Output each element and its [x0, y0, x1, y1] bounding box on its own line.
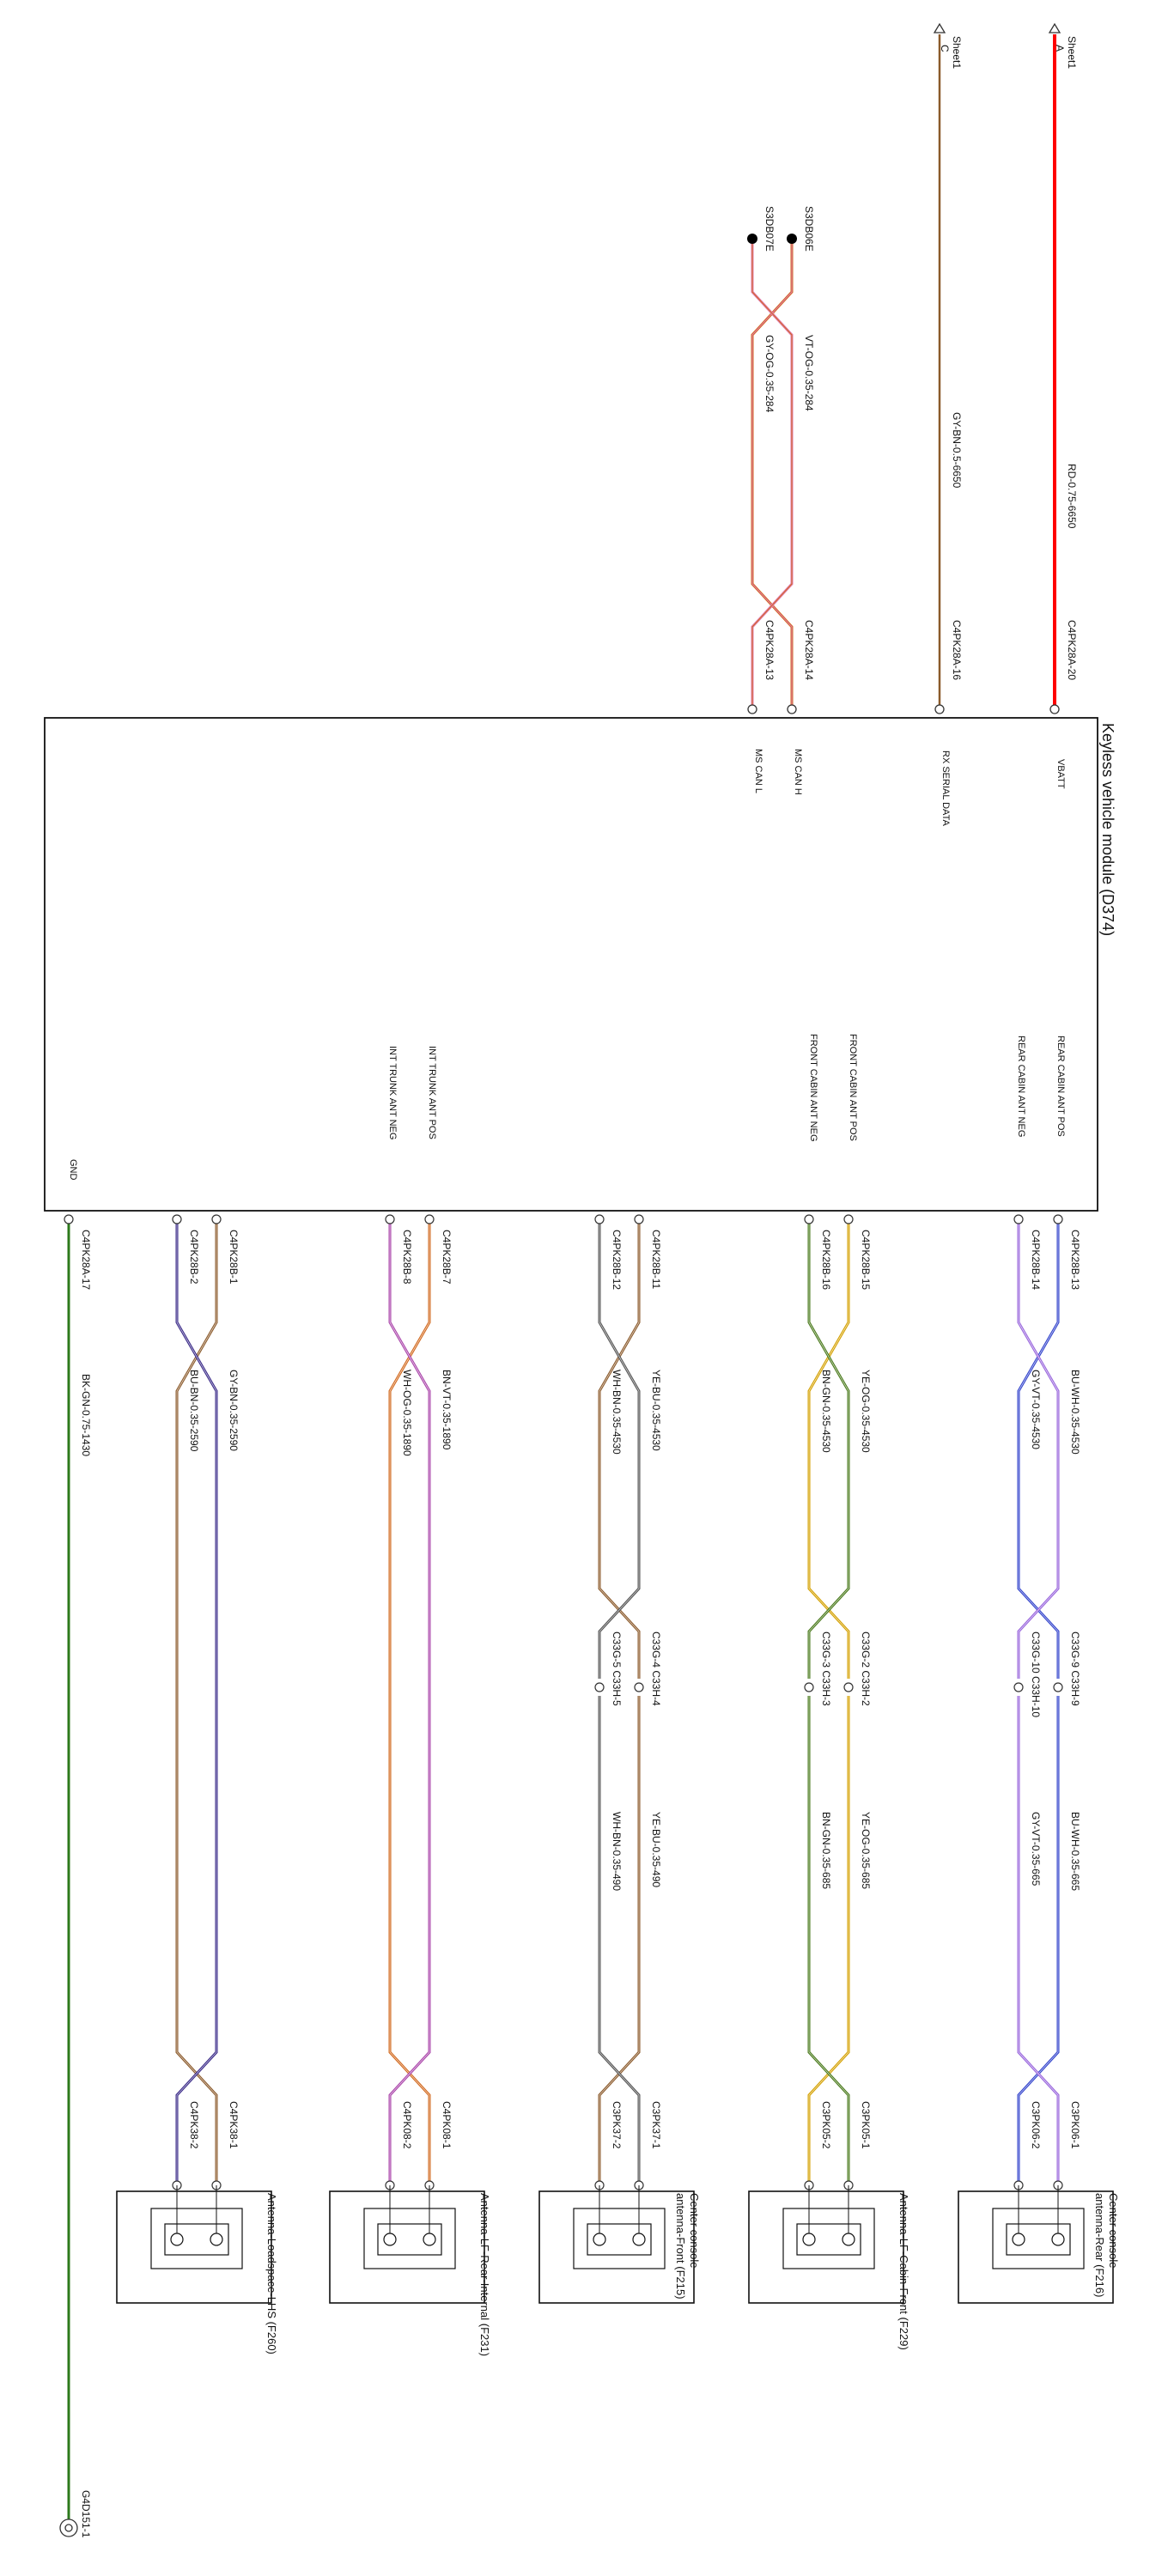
pin-label: C4PK28A-14 [803, 620, 815, 681]
antenna-title: Center console [1107, 2193, 1120, 2269]
wire-spec-label: WH-BN-0.35-4530 [611, 1370, 623, 1455]
lower-wires [64, 1215, 1062, 2519]
wire-pos[interactable] [390, 1219, 429, 2185]
pin-label: C4PK28B-7 [441, 1230, 453, 1285]
wire-pos-stripe [177, 1219, 216, 2185]
antenna-pin-label: C4PK38-2 [188, 2101, 200, 2149]
ground-pin-label: G4D151-1 [80, 2490, 92, 2538]
wire-spec-label: GY-BN-0.5-6650 [951, 412, 963, 489]
inline-label: C33G-2 C33H-2 [860, 1631, 872, 1706]
wire-spec-label: YE-OG-0.35-4530 [860, 1370, 872, 1453]
keyless-vehicle-module[interactable] [45, 718, 1098, 1211]
module-pin-terminal[interactable] [212, 1215, 221, 1224]
pin-label: C4PK28B-14 [1030, 1230, 1042, 1291]
pin-label: C4PK28B-15 [860, 1230, 872, 1291]
pin-label: C4PK28B-1 [228, 1230, 240, 1285]
offsheet-c-letter: C [939, 45, 951, 52]
antenna-subtitle: antenna-Rear (F216) [1093, 2193, 1106, 2298]
antenna-components [117, 2185, 1120, 2356]
signal-vbatt: VBATT [1055, 759, 1066, 789]
wire-spec-label: RD-0.75-6650 [1066, 464, 1078, 529]
signal-int-trunk-ant-neg: INT TRUNK ANT NEG [387, 1046, 398, 1140]
module-pin-terminal[interactable] [386, 1215, 394, 1224]
module-pin-terminal[interactable] [1014, 1215, 1023, 1224]
signal-int-trunk-ant-pos: INT TRUNK ANT POS [427, 1046, 437, 1139]
inline-connector[interactable] [844, 1683, 853, 1692]
wire-spec-label: GY-BN-0.35-2590 [228, 1370, 240, 1451]
splice-dot-s3db07e [747, 234, 757, 244]
wire-spec-label: BN-GN-0.35-4530 [820, 1370, 832, 1453]
module-pin-terminal[interactable] [64, 1215, 73, 1224]
module-pin-terminal[interactable] [635, 1215, 643, 1224]
inline-label: C33G-3 C33H-3 [820, 1631, 832, 1706]
inline-connector[interactable] [1014, 1683, 1023, 1692]
module-title: Keyless vehicle module (D374) [1099, 723, 1116, 937]
antenna-title: Antenna-LF-Cabin-Front (F229) [897, 2193, 910, 2350]
signal-gnd: GND [68, 1159, 78, 1181]
signal-front-cabin-ant-neg: FRONT CABIN ANT NEG [808, 1034, 818, 1142]
pin-label: C4PK28A-13 [763, 620, 776, 681]
wire-spec-label: GY-VT-0.35-4530 [1030, 1370, 1042, 1449]
antenna-pin-label: C4PK38-1 [228, 2101, 240, 2149]
inline-connector[interactable] [595, 1683, 604, 1692]
pin-label: C4PK28A-17 [80, 1230, 92, 1291]
antenna-component[interactable] [330, 2185, 491, 2356]
signal-rx-serial-data: RX SERIAL DATA [940, 750, 951, 826]
antenna-component[interactable] [539, 2185, 701, 2303]
signal-rear-cabin-ant-pos: REAR CABIN ANT POS [1055, 1036, 1066, 1137]
inline-label: C33G-10 C33H-10 [1030, 1631, 1042, 1718]
inline-connector[interactable] [1054, 1683, 1062, 1692]
inline-label: C33G-5 C33H-5 [611, 1631, 623, 1706]
wire-spec-label: WH-BN-0.35-490 [611, 1812, 623, 1892]
wire-pos[interactable] [177, 1219, 216, 2185]
antenna-subtitle: antenna-Front (F215) [674, 2193, 687, 2300]
wire-spec-label: GY-OG-0.35-284 [763, 335, 776, 413]
inline-label: C33G-9 C33H-9 [1069, 1631, 1081, 1706]
module-pin-terminal[interactable] [425, 1215, 434, 1224]
wire-neg-stripe [177, 1219, 216, 2185]
pin-label: C4PK28B-2 [188, 1230, 200, 1285]
wire-neg-stripe [390, 1219, 429, 2185]
module-pin-terminals-a [748, 705, 1059, 714]
signal-rear-cabin-ant-neg: REAR CABIN ANT NEG [1016, 1036, 1026, 1138]
antenna-pin-label: C4PK08-1 [441, 2101, 453, 2149]
antenna-pin-label: C3PK05-1 [860, 2101, 872, 2149]
module-pin-terminal[interactable] [844, 1215, 853, 1224]
module-pin-terminal[interactable] [1054, 1215, 1062, 1224]
antenna-pin-label: C3PK37-2 [611, 2101, 623, 2149]
antenna-pin-label: C3PK05-2 [820, 2101, 832, 2149]
wire-spec-label: VT-OG-0.35-284 [803, 335, 815, 411]
lower-wire-labels [80, 1230, 1081, 2538]
antenna-component[interactable] [117, 2185, 278, 2354]
splice-dot-s3db06e [787, 234, 797, 244]
module-pin-terminal[interactable] [805, 1215, 813, 1224]
wire-spec-label: BU-WH-0.35-4530 [1069, 1370, 1081, 1455]
offsheet-a-sheet: Sheet1 [1066, 36, 1078, 70]
wire-spec-label: BN-GN-0.35-685 [820, 1812, 832, 1890]
antenna-pin-label: C4PK08-2 [401, 2101, 413, 2149]
wire-spec-label: YE-BU-0.35-4530 [650, 1370, 662, 1451]
inline-connector[interactable] [635, 1683, 643, 1692]
wire-pos-stripe [390, 1219, 429, 2185]
antenna-title: Center console [688, 2193, 701, 2269]
offsheet-a-letter: A [1054, 45, 1066, 52]
signal-front-cabin-ant-pos: FRONT CABIN ANT POS [848, 1034, 858, 1141]
wire-neg[interactable] [177, 1219, 216, 2185]
offsheet-c-sheet: Sheet1 [951, 36, 963, 70]
antenna-pin-label: C3PK06-2 [1030, 2101, 1042, 2149]
wire-spec-label: BN-VT-0.35-1890 [441, 1370, 453, 1450]
wire-spec-label: WH-OG-0.35-1890 [401, 1370, 413, 1456]
wire-neg[interactable] [390, 1219, 429, 2185]
pin-label: C4PK28B-12 [611, 1230, 623, 1291]
inline-label: C33G-4 C33H-4 [650, 1631, 662, 1706]
ground-terminal[interactable] [60, 2519, 77, 2537]
wire-spec-label: YE-BU-0.35-490 [650, 1812, 662, 1888]
wire-spec-label: GY-VT-0.35-665 [1030, 1812, 1042, 1886]
antenna-component[interactable] [749, 2185, 910, 2350]
module-pin-terminal[interactable] [173, 1215, 181, 1224]
inline-connector[interactable] [805, 1683, 813, 1692]
pin-label: C4PK28B-8 [401, 1230, 413, 1285]
pin-label: C4PK28B-16 [820, 1230, 832, 1291]
splice-label-s3db07e: S3DB07E [763, 206, 776, 252]
signal-ms-can-h: MS CAN H [793, 749, 803, 795]
wire-spec-label: BK-GN-0.75-1430 [80, 1374, 92, 1457]
antenna-pin-label: C3PK37-1 [650, 2101, 662, 2149]
pin-label: C4PK28B-11 [650, 1230, 662, 1290]
pin-label: C4PK28B-13 [1069, 1230, 1081, 1291]
wire-spec-label: BU-BN-0.35-2590 [188, 1370, 200, 1452]
splice-label-s3db06e: S3DB06E [803, 206, 815, 252]
wire-spec-label: BU-WH-0.35-665 [1069, 1812, 1081, 1892]
pin-label: C4PK28A-20 [1066, 620, 1078, 681]
antenna-title: Antenna-Loadspace-LHS (F260) [265, 2193, 278, 2354]
antenna-pin-label: C3PK06-1 [1069, 2101, 1081, 2149]
module-pin-terminal[interactable] [595, 1215, 604, 1224]
signal-ms-can-l: MS CAN L [753, 749, 763, 793]
wire-spec-label: YE-OG-0.35-685 [860, 1812, 872, 1890]
pin-label: C4PK28A-16 [951, 620, 963, 681]
antenna-component[interactable] [958, 2185, 1120, 2303]
antenna-title: Antenna-LF-Rear-Internal (F231) [478, 2193, 491, 2357]
